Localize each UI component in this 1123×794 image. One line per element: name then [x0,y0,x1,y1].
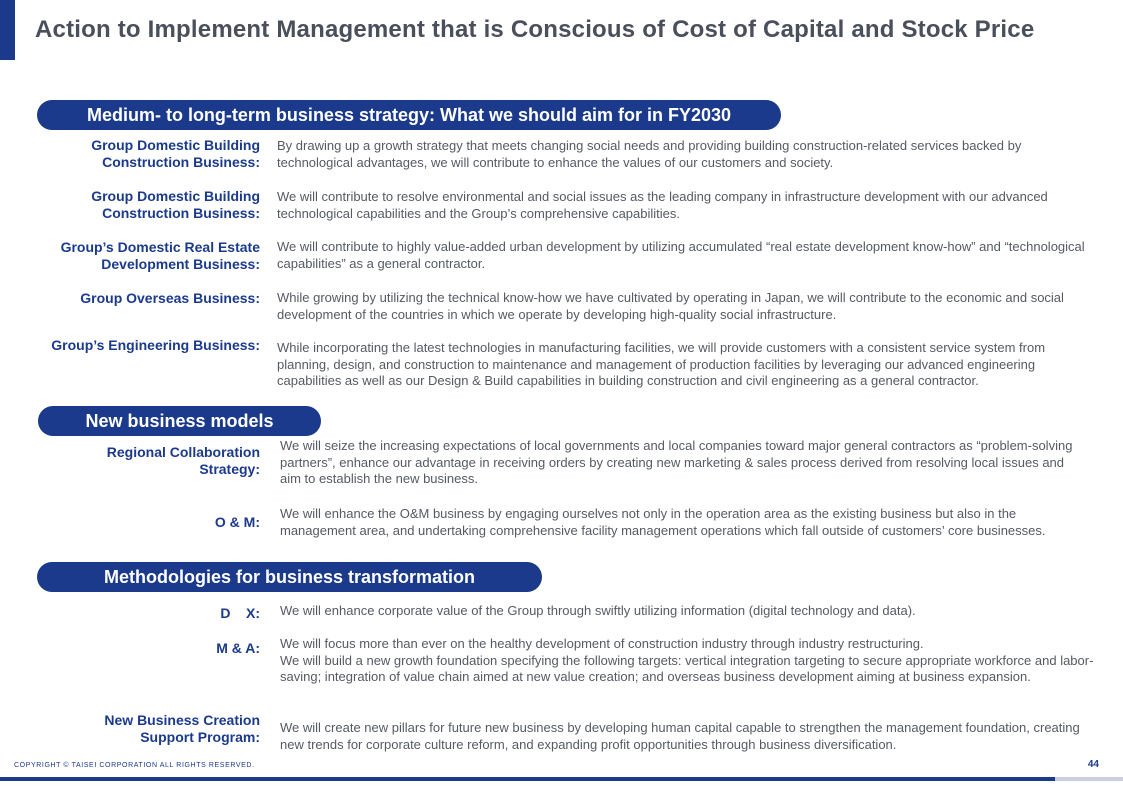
methodologies-label-ma: M & A: [216,640,260,656]
methodologies-label-dx: D X: [220,605,260,621]
strategy-text-engineering: While incorporating the latest technologies in manufacturing facilities, we will provide customers with a consistent service system from planning, design, and construction to maintenance and management of production facilities by leveraging our advanced engineering capabilities as well as our Design & Build capabilities in building construction and civil engineering as a general contractor. [277,340,1046,388]
strategy-label-building: Group Domestic Building Construction Business: [91,137,260,170]
page-number: 44 [1087,759,1099,770]
strategy-text-overseas: While growing by utilizing the technical know-how we have cultivated by operating in Japan, we will contribute to the economic and social development of the countries in which we operate by developing high-quality social infrastructure. [277,290,1064,322]
strategy-label-civil: Group Domestic Building Construction Business: [91,188,260,221]
new-models-text-regional: We will seize the increasing expectations of local governments and local companies toward major general contractors as “problem-solving partners”, enhance our advantage in receiving orders by creating new marketing & sales process derived from resolving local issues and aim to establish the new business. [280,438,1073,486]
methodologies-text-ma [280,636,1100,686]
methodologies-text-dx: We will enhance corporate value of the Group through swiftly utilizing information (digital technology and data). [280,603,916,618]
page-title: Action to Implement Management that is Conscious of Cost of Capital and Stock Price [35,16,1035,43]
copyright-text: COPYRIGHT © TAISEI CORPORATION ALL RIGHTS RESERVED. [14,762,255,769]
section-heading-new-models: New business models [38,406,321,436]
strategy-label-engineering: Group’s Engineering Business: [51,337,260,353]
methodologies-text-ma-line2: We will build a new growth foundation specifying the following targets: vertical integration targeting to secure appropriate workforce and labor-saving; integration of value chain aimed at new value creation; and overseas business development aiming at business expansion. [280,652,1094,684]
strategy-text-civil: We will contribute to resolve environmental and social issues as the leading company in infrastructure development with our advanced technological capabilities and the Group’s comprehensive capabilities. [277,189,1048,221]
strategy-label-overseas: Group Overseas Business: [80,290,260,306]
methodologies-text-ma-line1: We will focus more than ever on the healthy development of construction industry through industry restructuring. [280,636,924,651]
methodologies-text-new-business: We will create new pillars for future new business by developing human capital capable to strengthen the management foundation, creating new trends for corporate culture reform, and expanding profit opportunities through business diversification. [280,720,1080,752]
methodologies-label-new-business: New Business Creation Support Program: [104,712,260,745]
new-models-text-om: We will enhance the O&M business by engaging ourselves not only in the operation area as the existing business but also in the management area, and undertaking comprehensive facility management operations which fall outside of customers’ core businesses. [280,506,1046,538]
new-models-label-om: O & M: [214,514,260,530]
strategy-text-building: By drawing up a growth strategy that meets changing social needs and providing building construction-related services backed by technological advantages, we will contribute to enhance the values of our customers and society. [277,138,1022,170]
section-heading-strategy: Medium- to long-term business strategy: What we should aim for in FY2030 [37,100,781,130]
strategy-label-real-estate: Group’s Domestic Real Estate Development Business: [60,239,260,272]
footer-bar [0,777,1055,781]
new-models-label-regional: Regional Collaboration Strategy: [106,444,260,477]
title-accent-bar [0,0,15,60]
footer-bar-accent [1055,777,1123,781]
strategy-text-real-estate: We will contribute to highly value-added urban development by utilizing accumulated “real estate development know-how” and “technological capabilities” as a general contractor. [277,239,1085,271]
section-heading-methodologies: Methodologies for business transformation [37,562,542,592]
